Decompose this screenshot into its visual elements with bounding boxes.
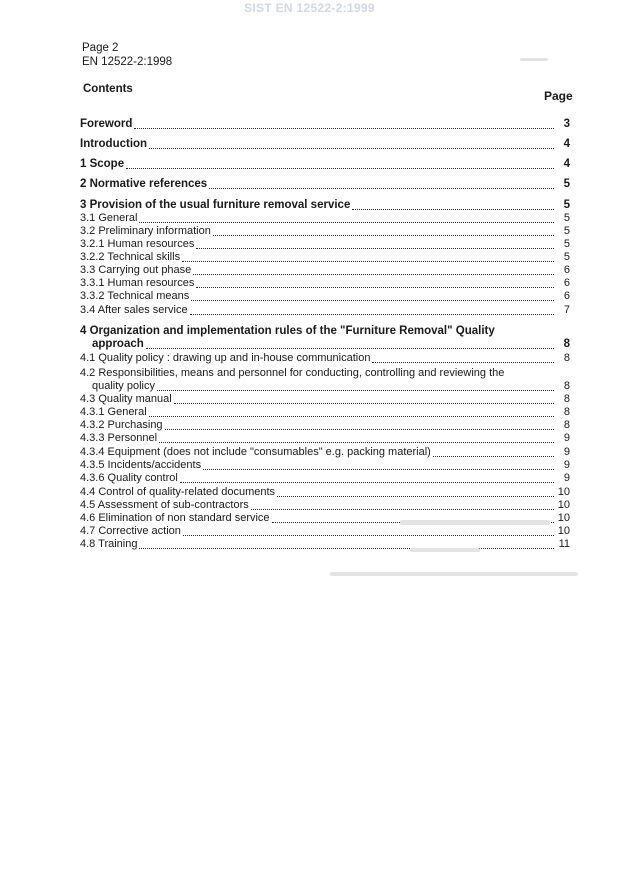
toc-entry-title: 4.1 Quality policy : drawing up and in-house communication xyxy=(80,352,371,364)
toc-entry-page: 5 xyxy=(563,225,570,237)
leader-dots xyxy=(149,147,554,149)
toc-entry xyxy=(80,459,570,472)
leader-dots xyxy=(277,495,554,497)
toc-entry-page: 6 xyxy=(563,290,570,302)
toc-entry xyxy=(80,264,570,277)
toc-entry-title: 3.2 Preliminary information xyxy=(80,225,211,237)
toc-entry-title: 4.3 Quality manual xyxy=(80,393,172,405)
toc-entry xyxy=(80,225,570,238)
toc-entry xyxy=(80,446,570,459)
toc-entry-page: 4 xyxy=(563,138,570,150)
leader-dots xyxy=(190,313,554,315)
toc-entry xyxy=(80,499,570,512)
toc-entry-title: 3.2.2 Technical skills xyxy=(80,251,181,263)
leader-dots xyxy=(251,508,554,510)
toc-entry xyxy=(80,304,570,317)
toc-entry-title: 4.8 Training xyxy=(80,538,138,550)
scan-artifact xyxy=(410,548,480,552)
page-number: Page 2 xyxy=(82,42,119,54)
toc-entry xyxy=(80,367,570,393)
scan-artifact xyxy=(400,520,550,525)
toc-entry-title: 4.4 Control of quality-related documents xyxy=(80,486,276,498)
toc-entry-title: 3.1 General xyxy=(80,212,138,224)
toc-entry-page: 10 xyxy=(557,486,570,498)
toc-entry xyxy=(80,432,570,445)
toc-entry-title: 4.3.1 General xyxy=(80,406,147,418)
toc-entry-page: 9 xyxy=(563,459,570,471)
toc-entry xyxy=(80,472,570,485)
contents-title: Contents xyxy=(83,83,133,95)
page-column-label: Page xyxy=(544,89,573,103)
toc-entry-title: 4.3.4 Equipment (does not include "consumables" e.g. packing material) xyxy=(80,446,431,458)
toc-entry xyxy=(80,238,570,251)
toc-entry-title: 1 Scope xyxy=(80,158,125,170)
toc-entry-page: 8 xyxy=(563,380,570,392)
toc-entry-page: 5 xyxy=(563,212,570,224)
toc-entry-title: 3.4 After sales service xyxy=(80,304,188,316)
leader-dots xyxy=(159,441,554,443)
toc-entry xyxy=(80,118,570,131)
toc-entry-title: 2 Normative references xyxy=(80,178,208,190)
toc-entry xyxy=(80,538,570,551)
leader-dots xyxy=(139,221,554,223)
leader-dots xyxy=(209,187,554,189)
toc-entry xyxy=(80,486,570,499)
toc-entry-page: 5 xyxy=(563,199,570,211)
toc-entry-title: 3 Provision of the usual furniture removal service xyxy=(80,199,351,211)
toc-entry-page: 11 xyxy=(558,538,570,550)
toc-entry xyxy=(80,419,570,432)
toc-entry-page: 5 xyxy=(563,178,570,190)
toc-entry-title: 4.5 Assessment of sub-contractors xyxy=(80,499,249,511)
toc-entry-page: 8 xyxy=(563,419,570,431)
leader-dots xyxy=(180,481,554,483)
watermark: SIST EN 12522-2:1999 xyxy=(244,1,375,15)
toc-entry xyxy=(80,352,570,365)
toc-entry-title: 3.3.1 Human resources xyxy=(80,277,195,289)
toc-entry-title: 3.3 Carrying out phase xyxy=(80,264,192,276)
toc-entry-page: 8 xyxy=(563,352,570,364)
toc-entry-page: 9 xyxy=(563,432,570,444)
toc-entry-page: 8 xyxy=(563,393,570,405)
toc-entry-page: 6 xyxy=(563,264,570,276)
toc-entry-page: 10 xyxy=(557,512,570,524)
leader-dots xyxy=(372,361,554,363)
leader-dots xyxy=(126,167,554,169)
toc-entry-page: 8 xyxy=(563,338,570,350)
leader-dots xyxy=(193,273,554,275)
leader-dots xyxy=(157,389,554,391)
toc-entry-title-continued: approach xyxy=(92,338,144,350)
toc-entry-page: 8 xyxy=(563,406,570,418)
toc-entry-title: 4.3.2 Purchasing xyxy=(80,419,163,431)
toc-entry-page: 6 xyxy=(563,277,570,289)
toc-entry-title: 3.3.2 Technical means xyxy=(80,290,190,302)
toc-entry xyxy=(80,393,570,406)
toc-entry-page: 10 xyxy=(557,499,570,511)
toc-entry-page: 3 xyxy=(563,118,570,130)
leader-dots xyxy=(149,415,554,417)
leader-dots xyxy=(134,127,554,129)
toc-entry xyxy=(80,277,570,290)
toc-entry xyxy=(80,290,570,303)
toc-entry-title: 4.7 Corrective action xyxy=(80,525,181,537)
toc-entry-page: 5 xyxy=(563,238,570,250)
toc-entry-title: 3.2.1 Human resources xyxy=(80,238,195,250)
toc-entry-title: 4.6 Elimination of non standard service xyxy=(80,512,270,524)
leader-dots xyxy=(146,347,554,349)
leader-dots xyxy=(182,260,554,262)
toc-entry-title: 4 Organization and implementation rules of the "Furniture Removal" Quality xyxy=(80,325,495,337)
standard-number: EN 12522-2:1998 xyxy=(82,56,173,68)
toc-entry xyxy=(80,199,570,212)
leader-dots xyxy=(196,247,554,249)
toc-entry xyxy=(80,406,570,419)
toc-entry-title: 4.2 Responsibilities, means and personnel for conducting, controlling and reviewing the xyxy=(80,367,505,379)
leader-dots xyxy=(183,534,554,536)
leader-dots xyxy=(191,299,554,301)
leader-dots xyxy=(196,286,554,288)
leader-dots xyxy=(165,428,554,430)
toc-entry xyxy=(80,325,570,351)
toc-entry-title: Introduction xyxy=(80,138,148,150)
leader-dots xyxy=(213,234,554,236)
toc-entry xyxy=(80,138,570,151)
toc-entry-title: 4.3.5 Incidents/accidents xyxy=(80,459,202,471)
leader-dots xyxy=(203,468,554,470)
toc-entry-title: 4.3.3 Personnel xyxy=(80,432,158,444)
toc-entry xyxy=(80,178,570,191)
toc-entry-page: 9 xyxy=(563,446,570,458)
leader-dots xyxy=(433,455,554,457)
toc-entry-page: 10 xyxy=(557,525,570,537)
scan-artifact xyxy=(330,572,578,576)
toc-entry-page: 4 xyxy=(563,158,570,170)
leader-dots xyxy=(139,547,554,549)
toc-entry-title: Foreword xyxy=(80,118,133,130)
leader-dots xyxy=(352,208,554,210)
toc-entry xyxy=(80,251,570,264)
leader-dots xyxy=(174,402,554,404)
toc-entry xyxy=(80,158,570,171)
scan-artifact xyxy=(520,58,548,61)
toc-entry-page: 5 xyxy=(563,251,570,263)
toc-entry-title: 4.3.6 Quality control xyxy=(80,472,178,484)
toc-entry-title-continued: quality policy xyxy=(92,380,155,392)
toc-entry xyxy=(80,212,570,225)
toc-entry xyxy=(80,525,570,538)
toc-entry-page: 9 xyxy=(563,472,570,484)
toc-entry-page: 7 xyxy=(563,304,570,316)
